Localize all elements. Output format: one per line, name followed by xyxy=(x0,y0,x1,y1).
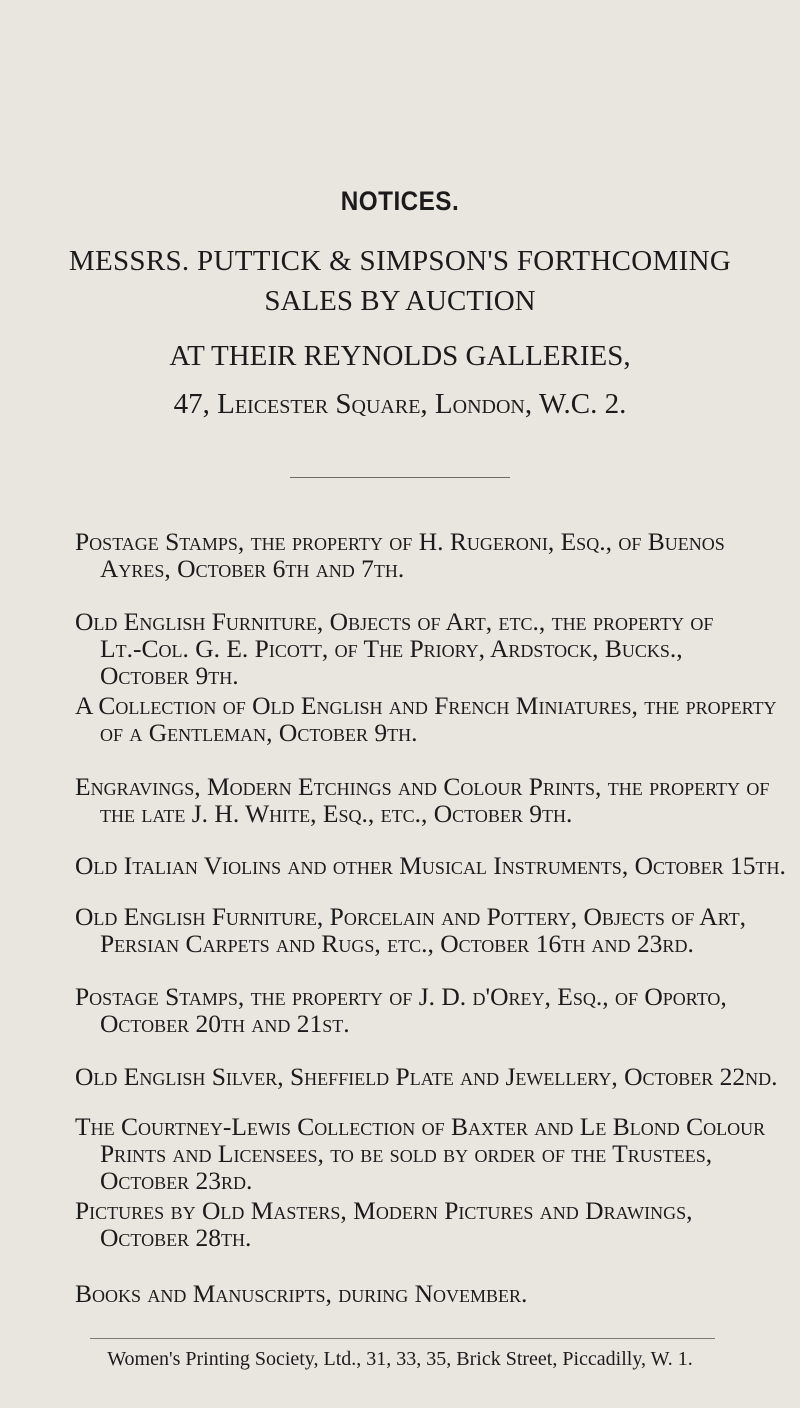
footer-rule xyxy=(90,1338,715,1339)
sale-item-line: Postage Stamps, the property of J. D. d'Orey, Esq., of Oporto, xyxy=(75,982,727,1011)
sale-item-line: October 20th and 21st. xyxy=(100,1009,350,1038)
sale-item-line: Prints and Licensees, to be sold by order of the Trustees, xyxy=(100,1139,713,1168)
sale-item xyxy=(75,851,786,880)
sale-item-line: Old Italian Violins and other Musical Instruments, October 15th. xyxy=(75,851,786,880)
sale-item-line: A Collection of Old English and French Miniatures, the property xyxy=(75,691,777,720)
divider-rule xyxy=(290,477,510,478)
sale-item-line: of a Gentleman, October 9th. xyxy=(100,718,418,747)
sale-item xyxy=(75,692,775,746)
sale-item-line: Engravings, Modern Etchings and Colour Prints, the property of xyxy=(75,772,770,801)
gallery-address: 47, Leicester Square, London, W.C. 2. xyxy=(173,388,627,420)
auction-heading-line-1: MESSRS. PUTTICK & SIMPSON'S FORTHCOMING xyxy=(68,245,732,277)
sale-item xyxy=(75,528,775,582)
sale-item-line: Old English Silver, Sheffield Plate and Jewellery, October 22nd. xyxy=(75,1062,778,1091)
sale-item-line: Lt.-Col. G. E. Picott, of The Priory, Ardstock, Bucks., xyxy=(100,634,683,663)
sale-item-line: Ayres, October 6th and 7th. xyxy=(100,554,405,583)
printer-imprint: Women's Printing Society, Ltd., 31, 33, 35, Brick Street, Piccadilly, W. 1. xyxy=(107,1348,693,1370)
sale-item-line: Pictures by Old Masters, Modern Pictures and Drawings, xyxy=(75,1196,693,1225)
sale-item-line: October 9th. xyxy=(100,661,239,690)
sale-item xyxy=(75,608,775,689)
sale-item-line: October 28th. xyxy=(100,1223,252,1252)
page-title: NOTICES. xyxy=(340,186,460,216)
sale-item-line: October 23rd. xyxy=(100,1166,253,1195)
auction-heading-line-2: SALES BY AUCTION xyxy=(264,285,536,317)
sale-item xyxy=(75,773,775,827)
sale-item xyxy=(75,1280,775,1307)
sale-item-line: Postage Stamps, the property of H. Rugeroni, Esq., of Buenos xyxy=(75,527,725,556)
sale-item-line: Persian Carpets and Rugs, etc., October 16th and 23rd. xyxy=(100,929,694,958)
sale-item-line: Old English Furniture, Porcelain and Pottery, Objects of Art, xyxy=(75,902,747,931)
sale-item-line: the late J. H. White, Esq., etc., October 9th. xyxy=(100,799,573,828)
sale-item-line: Old English Furniture, Objects of Art, etc., the property of xyxy=(75,607,714,636)
auction-heading-line-3: AT THEIR REYNOLDS GALLERIES, xyxy=(169,340,631,372)
sale-item xyxy=(75,1113,775,1194)
sale-item-line: Books and Manuscripts, during November. xyxy=(75,1279,528,1308)
sale-item xyxy=(75,1062,778,1091)
sale-item xyxy=(75,903,775,957)
sale-item xyxy=(75,1197,775,1251)
sale-item-line: The Courtney-Lewis Collection of Baxter and Le Blond Colour xyxy=(75,1112,766,1141)
sale-item xyxy=(75,983,775,1037)
